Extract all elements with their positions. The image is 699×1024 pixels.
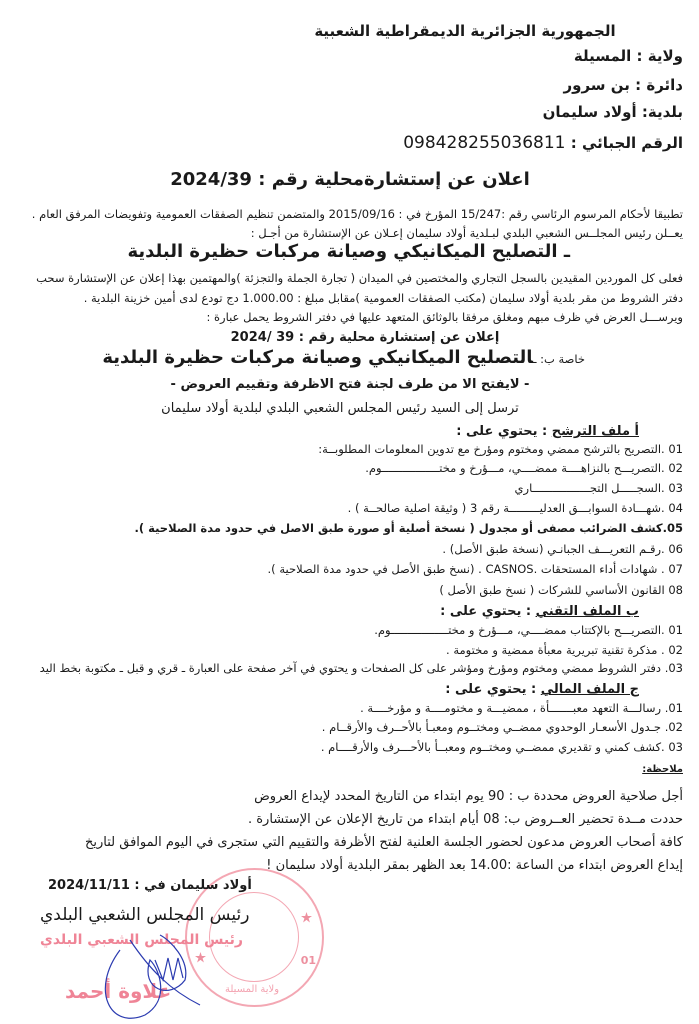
list-item: 03 .السجـــــل التجـــــــــــــــــاري [514,481,683,495]
page-title: اعلان عن إستشارةمحلية رقم : 2024/39 [170,169,530,190]
section-suffix: : يحتوي على : [456,424,552,439]
for-subject: التصليح الميكانيكي وصيانة مركبات حظيرة البلدية [102,347,534,368]
signatory-title: رئيس المجلس الشعبي البلدي [40,905,250,925]
notes-title: ملاحظة: [642,764,683,775]
list-item: 07 . شهادات أداء المستحقات .CASNOS . (نسخ طبق الأصل في حدود مدة الصلاحية ). [267,562,683,576]
country-header: الجمهورية الجزائرية الديمقراطية الشعبية [314,22,616,40]
list-item: 02. جـدول الأسعـار الوحدوي ممضــي ومختــوم ومعبـأ بالأحــرف والأرقــام . [321,720,683,734]
list-item: 06 .رقـم التعريـــف الجبانـي (نسخة طبق الأصل) . [442,542,683,556]
section-title: ب الملف التقني [535,604,639,619]
body-line: فعلى كل الموردين المقيدين بالسجل التجاري والمختصين في الميدان ( تجارة الجملة والتجزئة )والمهتمين بهذا إعلان عن الإستشارة سحب [36,271,683,285]
list-item: 04 .شهـــادة السوابـــق العدليـــــــــة رقم 3 ( وثيقة اصلية صالحــة ) . [347,501,683,515]
place-date: أولاد سليمان في : 2024/11/11 [48,878,252,893]
daira: دائرة : بن سرور [563,76,683,94]
list-item: 03. دفتر الشروط ممضي ومختوم ومؤرخ ومؤشر على كل الصفحات و يحتوي في آخر صفحة على العبارة ـ قري و قبل ـ مكتوبة بخط اليد [39,661,683,675]
note-line: أجل صلاحية العروض محددة ب : 90 يوم ابتداء من التاريخ المحدد لإيداع العروض [254,789,683,804]
list-item: 02 . مذكرة تقنية تبريرية معبأة ممضية و مختومة . [446,643,683,657]
list-item: 08 القانون الأساسي للشركات ( نسخ طبق الأصل ) [439,583,683,597]
list-item: 01 .التصريح بالترشح ممضي ومختوم ومؤرخ مع تدوين المعلومات المطلوبــة: [318,442,683,456]
section-title: ج الملف المالي [540,682,639,697]
note-line: إيداع العروض ابتداء من الساعة :14.00 بعد الظهر بمقر البلدية أولاد سليمان ! [266,858,683,873]
section-title: أ ملف الترشح [551,424,639,439]
section-heading [456,422,639,442]
section-heading [445,680,639,700]
wilaya: ولاية : المسيلة [573,47,683,65]
stamp-ring-text: ولاية المسيلة [225,984,280,995]
envelope-for [100,346,585,370]
envelope-address: ترسل إلى السيد رئيس المجلس الشعبي البلدي لبلدية أولاد سليمان [161,401,519,416]
list-item: 05.كشف الضرائب مصفى أو مجدول ( نسخة أصلية أو صورة طبق الاصل في حدود مدة الصلاحية ). [134,521,683,535]
body-line: ويرســـل العرض في ظرف مبهم ومغلق مرفقا بالوثائق المتعهد عليها في دفتر الشروط يحمل عبارة : [206,310,683,324]
body-line: دفتر الشروط من مقر بلدية أولاد سليمان (مكتب الصفقات العمومية )مقابل مبلغ : 1.000.00 دج تودع لدى أمين خزينة البلدية . [83,291,683,305]
commune: بلدية: أولاد سليمان [542,103,683,121]
star-icon [301,912,312,923]
section-heading [440,602,639,622]
tax-label: الرقم الجبائي : [570,134,683,152]
intro-line: تطبيقا لأحكام المرسوم الرئاسي رقم :15/247 المؤرخ في : 2015/09/16 والمتضمن تنظيم الصفقات العمومية وتفويضات المرفق العام . [31,207,683,221]
section-suffix: : يحتوي على : [445,682,541,697]
for-label: خاصة ب: ـ [533,352,585,366]
note-line: كافة أصحاب العروض مدعون لحضور الجلسة العلنية لفتح الأظرفة والتقييم التي ستجرى في اليوم الموافق لتاريخ [84,835,683,850]
section-suffix: : يحتوي على : [440,604,536,619]
intro-line: يعــلن رئيس المجلــس الشعبي البلدي لبـلدية أولاد سليمان إعـلان عن الإستشارة من أجـل : [250,226,683,240]
list-item: 01. رسالـــة التعهد معبـــــــأة ، ممضيـــة و مختومــــة و مؤرخــــة . [360,701,683,715]
stamp-name: علاوة أحمد [65,979,172,1003]
handwritten-signature [90,930,210,1024]
list-item: 02 .التصريـــح بالنزاهــــة ممضــــي، مـــؤرخ و مختـــــــــــــــــوم. [365,461,683,475]
envelope-warning: - لايفتح الا من طرف لجنة فتح الاظرفة وتقييم العروض - [170,377,530,392]
note-line: حددت مــدة تحضير العــروض ب: 08 أيام ابتداء من تاريخ الإعلان عن الإستشارة . [247,812,683,827]
list-item: 01 .التصريـــح بالإكتتاب ممضــــي، مـــؤرخ و مختـــــــــــــــــوم. [374,623,683,637]
stamp-title: رئيس المجلس الشعبي البلدي [40,932,243,948]
tax-number-row [403,132,683,154]
envelope-notice: إعلان عن إستشارة محلية رقم : 39 /2024 [230,330,500,345]
subject-title: ـ التصليح الميكانيكي وصيانة مركبات حظيرة البلدية [127,241,570,262]
tax-number: 098428255036811 [403,133,566,153]
list-item: 03 .كشف كمني و تقديري ممضــي ومختــوم ومعبــأ بالأحـــرف والأرقــــام . [320,740,683,754]
stamp-number: 01 [300,954,316,967]
